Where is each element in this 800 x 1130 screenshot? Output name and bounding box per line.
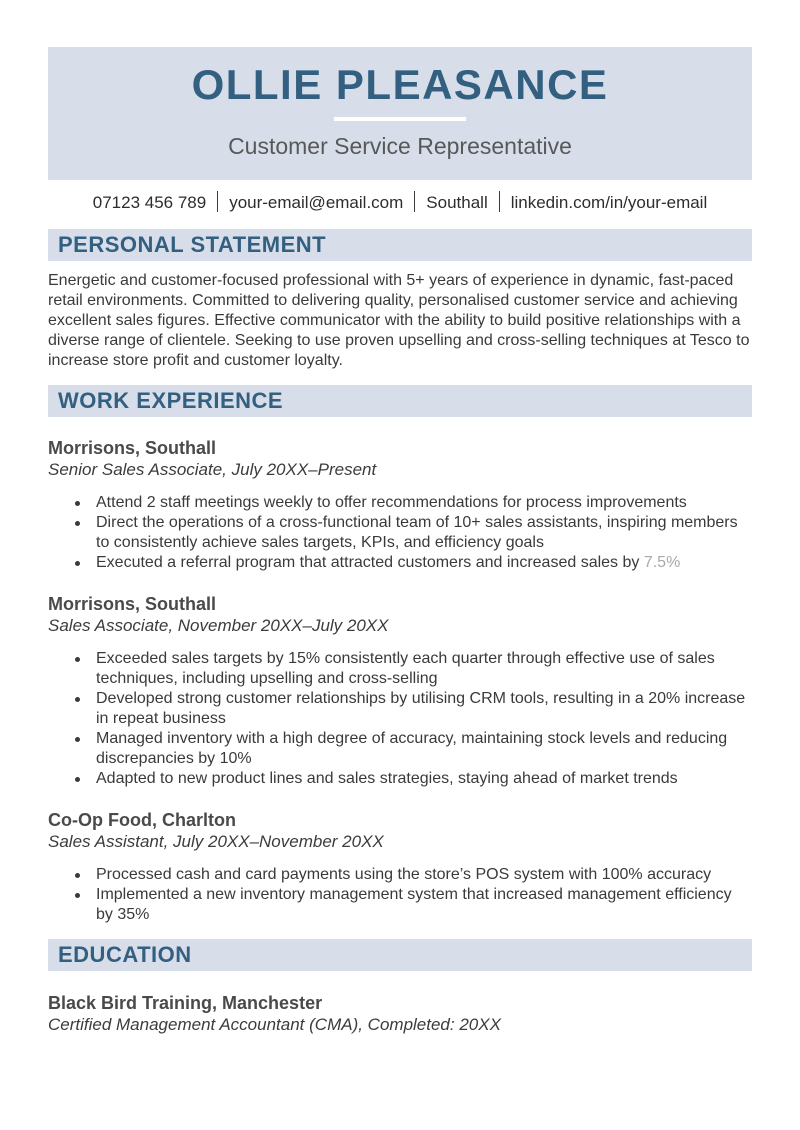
- job-employer: Morrisons, Southall: [48, 438, 217, 458]
- bullet-item: Attend 2 staff meetings weekly to offer recommendations for process improvements: [48, 493, 752, 513]
- header-banner: [48, 47, 752, 180]
- bullet-item: Exceeded sales targets by 15% consistently each quarter through effective use of sales techniques, including upselling and cross-selling: [48, 649, 752, 689]
- bullet-item: Managed inventory with a high degree of accuracy, maintaining stock levels and reducing discrepancies by 10%: [48, 729, 752, 769]
- education-school: Black Bird Training, Manchester: [48, 993, 323, 1013]
- bullet-item: Direct the operations of a cross-functional team of 10+ sales assistants, inspiring members to consistently achieve sales targets, KPIs, and efficiency goals: [48, 513, 752, 553]
- education-content: [48, 993, 752, 1035]
- contact-bar: [48, 191, 752, 215]
- contact-location: Southall: [426, 193, 488, 212]
- personal-statement-text: Energetic and customer-focused professional with 5+ years of experience in dynamic, fast-paced retail environments. Committed to delivering quality, personalised customer service and achieving excellent sales figures. Effective communicator with the ability to build positive relationships with a diverse range of clientele. Seeking to use proven upselling and cross-selling techniques at Tesco to increase store profit and customer loyalty.: [48, 272, 750, 369]
- work-experience-content: [48, 438, 752, 925]
- section-title-personal-statement: PERSONAL STATEMENT: [58, 232, 327, 257]
- bullet-item: Developed strong customer relationships by utilising CRM tools, resulting in a 20% increase in repeat business: [48, 689, 752, 729]
- section-title-education: EDUCATION: [58, 942, 192, 967]
- contact-separator: [499, 191, 500, 212]
- contact-email: your-email@email.com: [229, 193, 404, 212]
- job-employer: Morrisons, Southall: [48, 594, 217, 614]
- job-entry-3: [48, 810, 752, 925]
- education-degree: Certified Management Accountant (CMA), Completed: 20XX: [48, 1015, 501, 1034]
- header-divider: [334, 117, 466, 121]
- contact-separator: [217, 191, 218, 212]
- job-bullet-list: [48, 493, 752, 573]
- candidate-job-title: Customer Service Representative: [228, 133, 572, 159]
- job-role-dates: Senior Sales Associate, July 20XX–Present: [48, 460, 377, 479]
- job-entry-1: [48, 438, 752, 573]
- job-bullet-list: [48, 865, 752, 925]
- contact-phone: 07123 456 789: [92, 193, 207, 212]
- job-entry-2: [48, 594, 752, 789]
- candidate-name: OLLIE PLEASANCE: [191, 61, 609, 108]
- bullet-item: Adapted to new product lines and sales strategies, staying ahead of market trends: [48, 769, 752, 789]
- section-header-work-experience: [48, 385, 752, 417]
- contact-linkedin: linkedin.com/in/your-email: [510, 193, 708, 212]
- job-employer: Co-Op Food, Charlton: [48, 810, 236, 830]
- section-header-personal-statement: [48, 229, 752, 261]
- bullet-item: Executed a referral program that attracted customers and increased sales by 7.5%: [48, 553, 752, 573]
- job-role-dates: Sales Associate, November 20XX–July 20XX: [48, 616, 389, 635]
- job-bullet-list: [48, 649, 752, 789]
- education-entry: [48, 993, 752, 1035]
- contact-separator: [414, 191, 415, 212]
- bullet-item: Processed cash and card payments using the store’s POS system with 100% accuracy: [48, 865, 752, 885]
- section-header-education: [48, 939, 752, 971]
- section-title-work-experience: WORK EXPERIENCE: [58, 388, 284, 413]
- bullet-item: Implemented a new inventory management system that increased management efficiency by 35%: [48, 885, 752, 925]
- job-role-dates: Sales Assistant, July 20XX–November 20XX: [48, 832, 384, 851]
- highlight-stat: 7.5%: [643, 554, 681, 571]
